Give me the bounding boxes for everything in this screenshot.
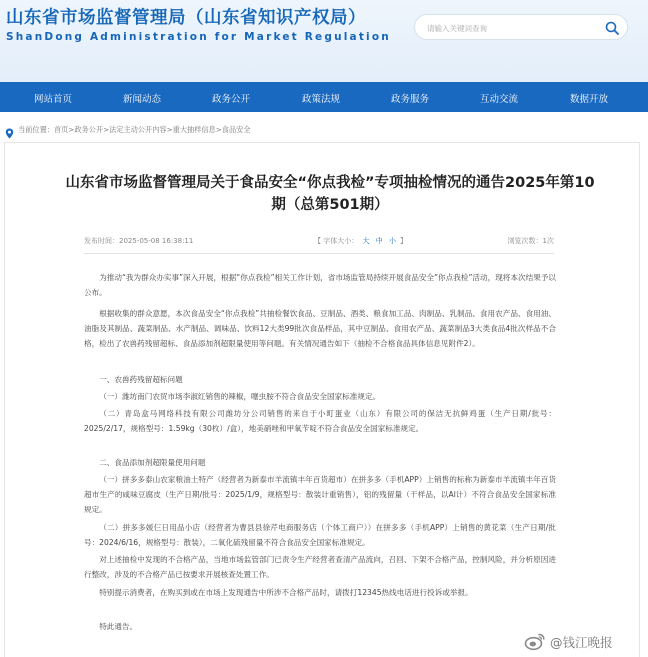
font-size-large[interactable]: 大 [362,237,370,245]
weibo-icon [524,631,546,654]
search-box [414,14,628,40]
article-paragraph: 特别提示消费者，在购买到或在市场上发现通告中所涉不合格产品时，请拨打12345热线电话进行投诉或举报。 [99,588,473,597]
article-paragraph: （二）青岛盒马网络科技有限公司潍坊分公司销售的来自于小町蛋业（山东）有限公司的保洁无抗鲜鸡蛋（生产日期/批号：2025/2/17，规格型号：1.59kg（30枚）/盒），地美硝唑和甲氧苄啶不符合食品安全国家标准规定。 [84,409,556,433]
location-pin-icon [5,124,14,143]
font-size-close: 】 [400,237,408,245]
nav-item-open-data[interactable]: 数据开放 [570,94,609,105]
nav-item-gov-affairs[interactable]: 政务公开 [212,94,251,105]
nav-item-policy[interactable]: 政策法规 [302,94,341,105]
font-size-label: 【 字体大小： [314,237,359,245]
site-title[interactable]: 山东省市场监督管理局（山东省知识产权局） [6,8,366,28]
article-paragraph: 二、食品添加剂超限量使用问题 [99,458,206,467]
publish-date: 发布时间：2025-05-08 16:38:11 [84,237,194,245]
font-size-medium[interactable]: 中 [375,237,383,245]
site-subtitle: ShanDong Administration for Market Regulation [6,31,391,43]
breadcrumb [0,112,648,142]
article-paragraph: 一、农兽药残留超标问题 [99,375,183,384]
search-input[interactable] [425,19,599,37]
font-size-small[interactable]: 小 [388,237,396,245]
breadcrumb-text[interactable]: 当前位置：首页>政务公开>法定主动公开内容>重大抽样信息>食品安全 [18,125,251,134]
main-nav [0,82,648,112]
nav-item-interaction[interactable]: 互动交流 [480,94,519,105]
article-meta [84,236,554,250]
article-paragraph: 为推动“我为群众办实事”深入开展，根据“你点我检”相关工作计划，省市场监管局持续开展食品安全“你点我检”活动，现将本次结果予以公布。 [84,273,556,297]
nav-item-home[interactable]: 网站首页 [34,94,73,105]
article-paragraph: （二）拼多多媛仨日用品小店（经营者为曹县县徐芹电商服务店（个体工商户））在拼多多（手机APP）上销售的黄花菜（生产日期/批号：2024/6/16，规格型号：散装），二氧化硫残留量不符合食品安全国家标准规定。 [84,523,556,547]
search-icon[interactable] [603,19,621,37]
article-paragraph: 特此通告。 [99,622,138,631]
meta-divider [84,253,554,254]
article-title: 山东省市场监督管理局关于食品安全“你点我检”专项抽检情况的通告2025年第10期（总第501期） [65,175,595,213]
article-paragraph: （一）拼多多泰山农家粮油土特产（经营者为新泰市羊流镇丰年百货超市）在拼多多（手机APP）上销售的标称为新泰市羊流镇丰年百货超市生产的咸味豆腐皮（生产日期/批号：2025/1/9，规格型号：散装计重销售），铝的残留量（干样品，以Al计）不符合食品安全国家标准规定。 [84,475,556,514]
watermark-text: @钱江晚报 [550,635,613,650]
view-count: 浏览次数：1次 [507,237,554,245]
nav-item-news[interactable]: 新闻动态 [123,94,162,105]
font-size-control [314,236,407,246]
nav-item-services[interactable]: 政务服务 [391,94,430,105]
article-paragraph: 对上述抽检中发现的不合格产品，当地市场监管部门已责令生产经营者查清产品流向，召回、下架不合格产品，控制风险，并分析原因进行整改，涉及的不合格产品已按要求开展核查处置工作。 [84,555,556,579]
article-paragraph: 根据收集的群众意愿，本次食品安全“你点我检”共抽检餐饮食品、豆制品、酒类、粮食加工品、肉制品、乳制品、食用农产品、食用油、油脂及其制品、蔬菜制品、水产制品、调味品、饮料12大类99批次食品样品，其中豆制品、食用农产品、蔬菜制品3大类食品4批次样品不合格，检出了农兽药残留超标、食品添加剂超限量使用等问题。有关情况通告如下（抽检不合格食品具体信息见附件2）。 [84,309,556,348]
article-paragraph: （一）潍坊南门农贸市场李淑红销售的辣椒，噻虫胺不符合食品安全国家标准规定。 [99,392,381,401]
site-header [0,0,648,82]
